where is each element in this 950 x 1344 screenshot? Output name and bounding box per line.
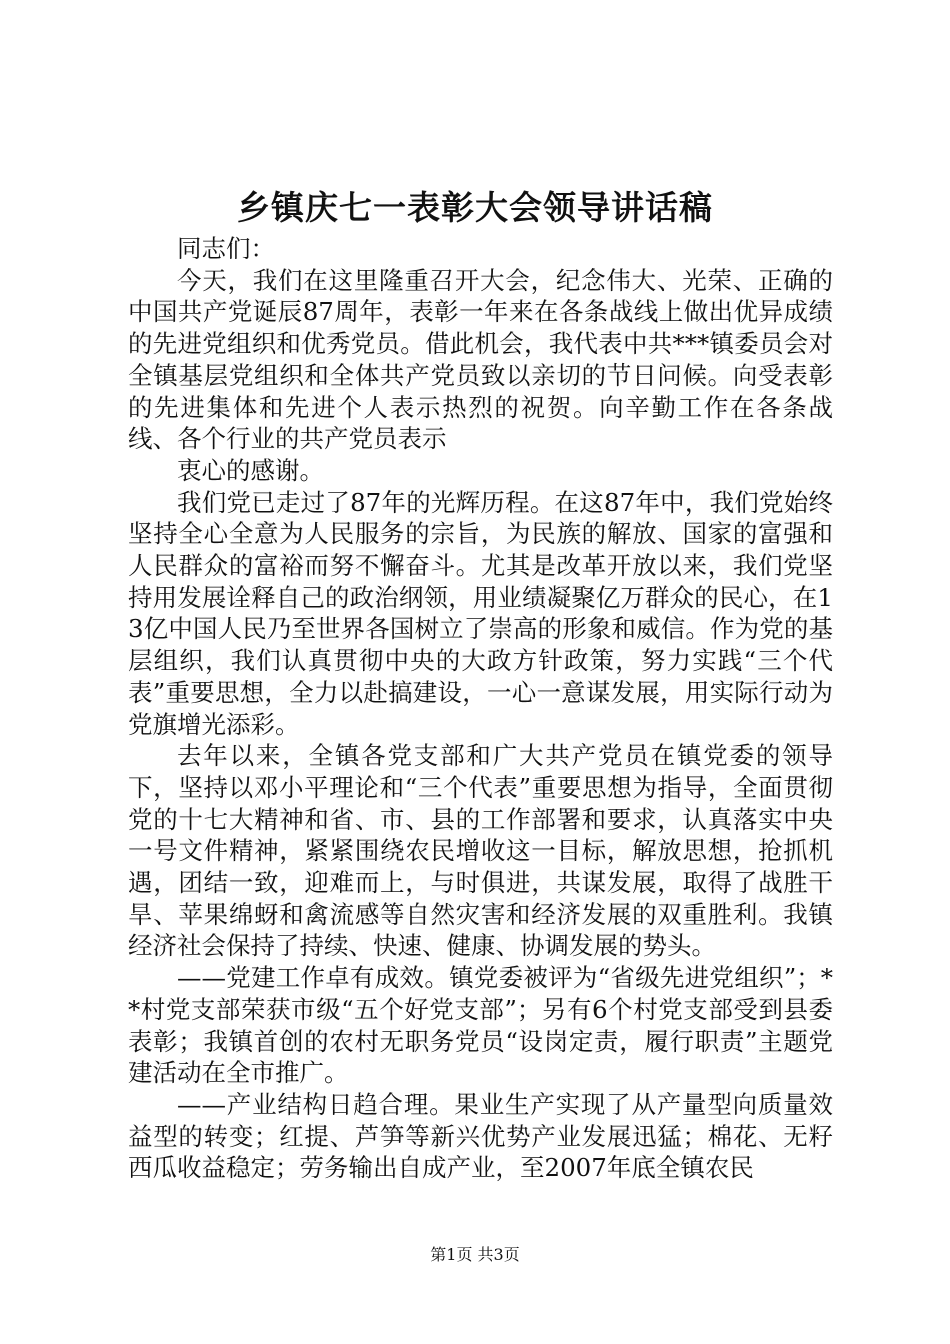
document-title: 乡镇庆七一表彰大会领导讲话稿	[237, 188, 713, 227]
paragraph-greeting: 同志们：	[177, 234, 275, 263]
paragraph-industry: ——产业结构日趋合理。果业生产实现了从产量型向质量效益型的转变；红提、芦笋等新兴优势产业发展迅猛；棉花、无籽西瓜收益稳定；劳务输出自成产业，至2007年底全镇农民	[128, 1089, 833, 1183]
paragraph-history: 我们党已走过了87年的光辉历程。在这87年中，我们党始终坚持全心全意为人民服务的宗旨，为民族的解放、国家的富强和人民群众的富裕而努不懈奋斗。尤其是改革开放以来，我们党坚持用发展诠释自己的政治纲领，用业绩凝聚亿万群众的民心，在13亿中国人民乃至世界各国树立了崇高的形象和威信。作为党的基层组织，我们认真贯彻中央的大政方针政策，努力实践“三个代表”重要思想，全力以赴搞建设，一心一意谋发展，用实际行动为党旗增光添彩。	[128, 487, 833, 739]
paragraph-achievements: 去年以来，全镇各党支部和广大共产党员在镇党委的领导下，坚持以邓小平理论和“三个代表”重要思想为指导，全面贯彻党的十七大精神和省、市、县的工作部署和要求，认真落实中央一号文件精神，紧紧围绕农民增收这一目标，解放思想，抢抓机遇，团结一致，迎难而上，与时俱进，共谋发展，取得了战胜干旱、苹果绵蚜和禽流感等自然灾害和经济发展的双重胜利。我镇经济社会保持了持续、快速、健康、协调发展的势头。	[128, 741, 833, 961]
paragraph-thanks: 衷心的感谢。	[177, 455, 324, 485]
page-footer: 第1页 共3页	[430, 1245, 520, 1264]
paragraph-party-building: ——党建工作卓有成效。镇党委被评为“省级先进党组织”；**村党支部荣获市级“五个好党支部”；另有6个村党支部受到县委表彰；我镇首创的农村无职务党员“设岗定责，履行职责”主题党建活动在全市推广。	[128, 963, 833, 1088]
paragraph-opening: 今天，我们在这里隆重召开大会，纪念伟大、光荣、正确的中国共产党诞辰87周年，表彰一年来在各条战线上做出优异成绩的先进党组织和优秀党员。借此机会，我代表中共***镇委员会对全镇基层党组织和全体共产党员致以亲切的节日问候。向受表彰的先进集体和先进个人表示热烈的祝贺。向辛勤工作在各条战线、各个行业的共产党员表示	[128, 265, 833, 454]
document-body	[128, 233, 833, 1184]
